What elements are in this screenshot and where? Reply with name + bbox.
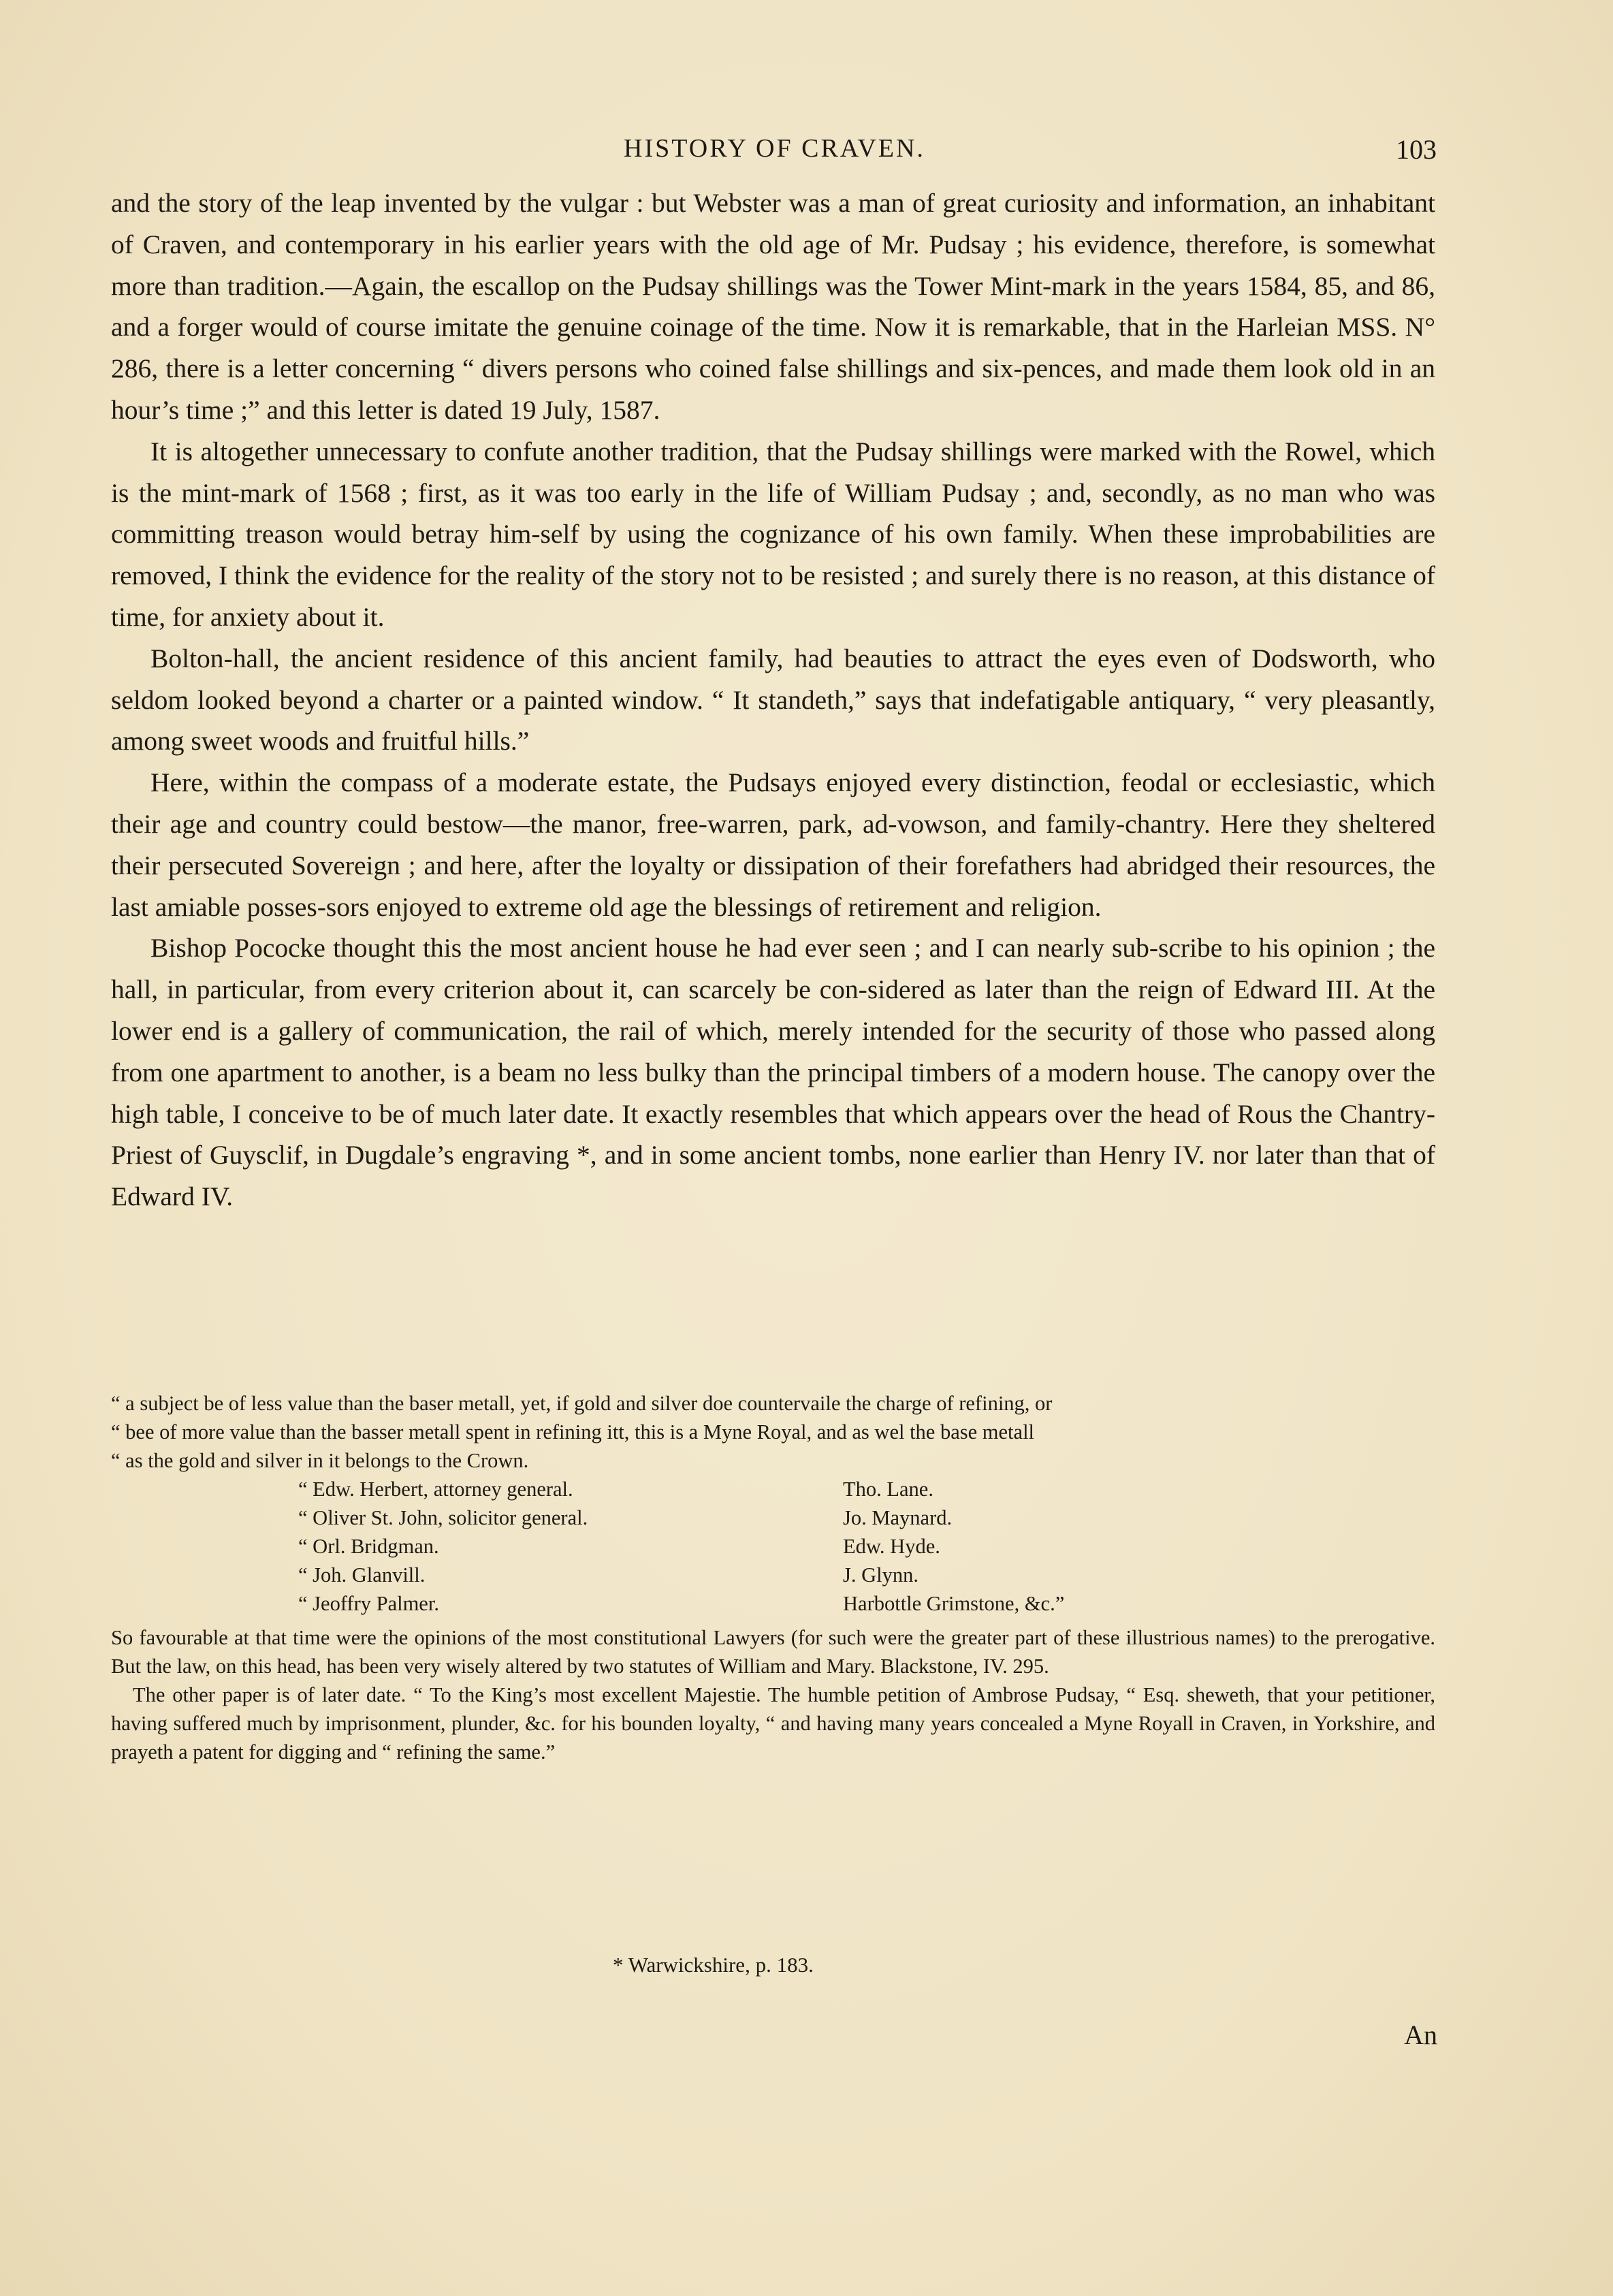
- signatory-row: [111, 1475, 1435, 1503]
- body-paragraph: Bolton-hall, the ancient residence of this ancient family, had beauties to attract the eyes even of Dodsworth, who seldom looked beyond a charter or a painted window. “ It standeth,” says that indefatigable antiquary, “ very pleasantly, among sweet woods and fruitful hills.”: [111, 643, 1435, 756]
- signatory-right: J. Glynn.: [843, 1563, 919, 1587]
- signatory-left: “ Jeoffry Palmer.: [298, 1592, 439, 1615]
- main-text: [111, 182, 1435, 1217]
- running-title: HISTORY OF CRAVEN.: [624, 134, 925, 163]
- signatory-left: “ Edw. Herbert, attorney general.: [298, 1478, 573, 1501]
- quote-line: “ bee of more value than the basser metall spent in refining itt, this is a Myne Royal, and as wel the base metall: [111, 1420, 1035, 1444]
- quote-line: “ a subject be of less value than the baser metall, yet, if gold and silver doe countervaile the charge of refining, or: [111, 1392, 1053, 1415]
- signatory-right: Edw. Hyde.: [843, 1535, 940, 1558]
- note-paragraph: The other paper is of later date. “ To the King’s most excellent Majestie. The humble petition of Ambrose Pudsay, “ Esq. sheweth, that your petitioner, having suffered much by imprisonment, plunder, &c. for his bounden loyalty, “ and having many years concealed a Myne Royall in Craven, in Yorkshire, and prayeth a patent for digging and “ refining the same.”: [111, 1683, 1435, 1764]
- signatory-row: [111, 1503, 1435, 1532]
- signatory-row: [111, 1532, 1435, 1561]
- catchword: An: [1404, 2020, 1437, 2050]
- notes-section: [111, 1389, 1435, 1766]
- note-paragraph: So favourable at that time were the opinions of the most constitutional Lawyers (for such were the greater part of these illustrious names) to the prerogative. But the law, on this head, has been very wisely altered by two statutes of William and Mary. Blackstone, IV. 295.: [111, 1626, 1435, 1678]
- body-paragraph: Bishop Pococke thought this the most ancient house he had ever seen ; and I can nearly sub-scribe to his opinion ; the hall, in particular, from every criterion about it, can scarcely be con-sidered as later than the reign of Edward III. At the lower end is a gallery of communication, the rail of which, merely intended for the security of those who passed along from one apartment to another, is a beam no less bulky than the principal timbers of a modern house. The canopy over the high table, I conceive to be of much later date. It exactly resembles that which appears over the head of Rous the Chantry-Priest of Guysclif, in Dugdale’s engraving *, and in some ancient tombs, none earlier than Henry IV. nor later than that of Edward IV.: [111, 933, 1435, 1212]
- signatory-left: “ Oliver St. John, solicitor general.: [298, 1506, 588, 1529]
- page-header: [112, 133, 1437, 174]
- signatory-left: “ Joh. Glanvill.: [298, 1563, 426, 1587]
- signatory-row: [111, 1589, 1435, 1618]
- signatory-right: Harbottle Grimstone, &c.”: [843, 1592, 1065, 1615]
- quote-line: “ as the gold and silver in it belongs to the Crown.: [111, 1449, 529, 1472]
- body-paragraph: and the story of the leap invented by the vulgar : but Webster was a man of great curiosity and information, an inhabitant of Craven, and contemporary in his earlier years with the old age of Mr. Pudsay ; his evidence, therefore, is somewhat more than tradition.—Again, the escallop on the Pudsay shillings was the Tower Mint-mark in the years 1584, 85, and 86, and a forger would of course imitate the genuine coinage of the time. Now it is remarkable, that in the Harleian MSS. N° 286, there is a letter concerning “ divers persons who coined false shillings and six-pences, and made them look old in an hour’s time ;” and this letter is dated 19 July, 1587.: [111, 188, 1435, 425]
- page-number: 103: [1396, 134, 1437, 165]
- signatory-right: Jo. Maynard.: [843, 1506, 953, 1529]
- signatory-row: [111, 1561, 1435, 1589]
- body-paragraph: Here, within the compass of a moderate estate, the Pudsays enjoyed every distinction, feodal or ecclesiastic, which their age and country could bestow—the manor, free-warren, park, ad-vowson, and family-chantry. Here they sheltered their persecuted Sovereign ; and here, after the loyalty or dissipation of their forefathers had abridged their resources, the last amiable posses-sors enjoyed to extreme old age the blessings of retirement and religion.: [111, 767, 1435, 922]
- footnote: * Warwickshire, p. 183.: [613, 1953, 814, 1977]
- signatory-right: Tho. Lane.: [843, 1478, 933, 1501]
- body-paragraph: It is altogether unnecessary to confute another tradition, that the Pudsay shillings were marked with the Rowel, which is the mint-mark of 1568 ; first, as it was too early in the life of William Pudsay ; and, secondly, as no man who was committing treason would betray him-self by using the cognizance of his own family. When these improbabilities are removed, I think the evidence for the reality of the story not to be resisted ; and surely there is no reason, at this distance of time, for anxiety about it.: [111, 436, 1435, 632]
- signatory-left: “ Orl. Bridgman.: [298, 1535, 439, 1558]
